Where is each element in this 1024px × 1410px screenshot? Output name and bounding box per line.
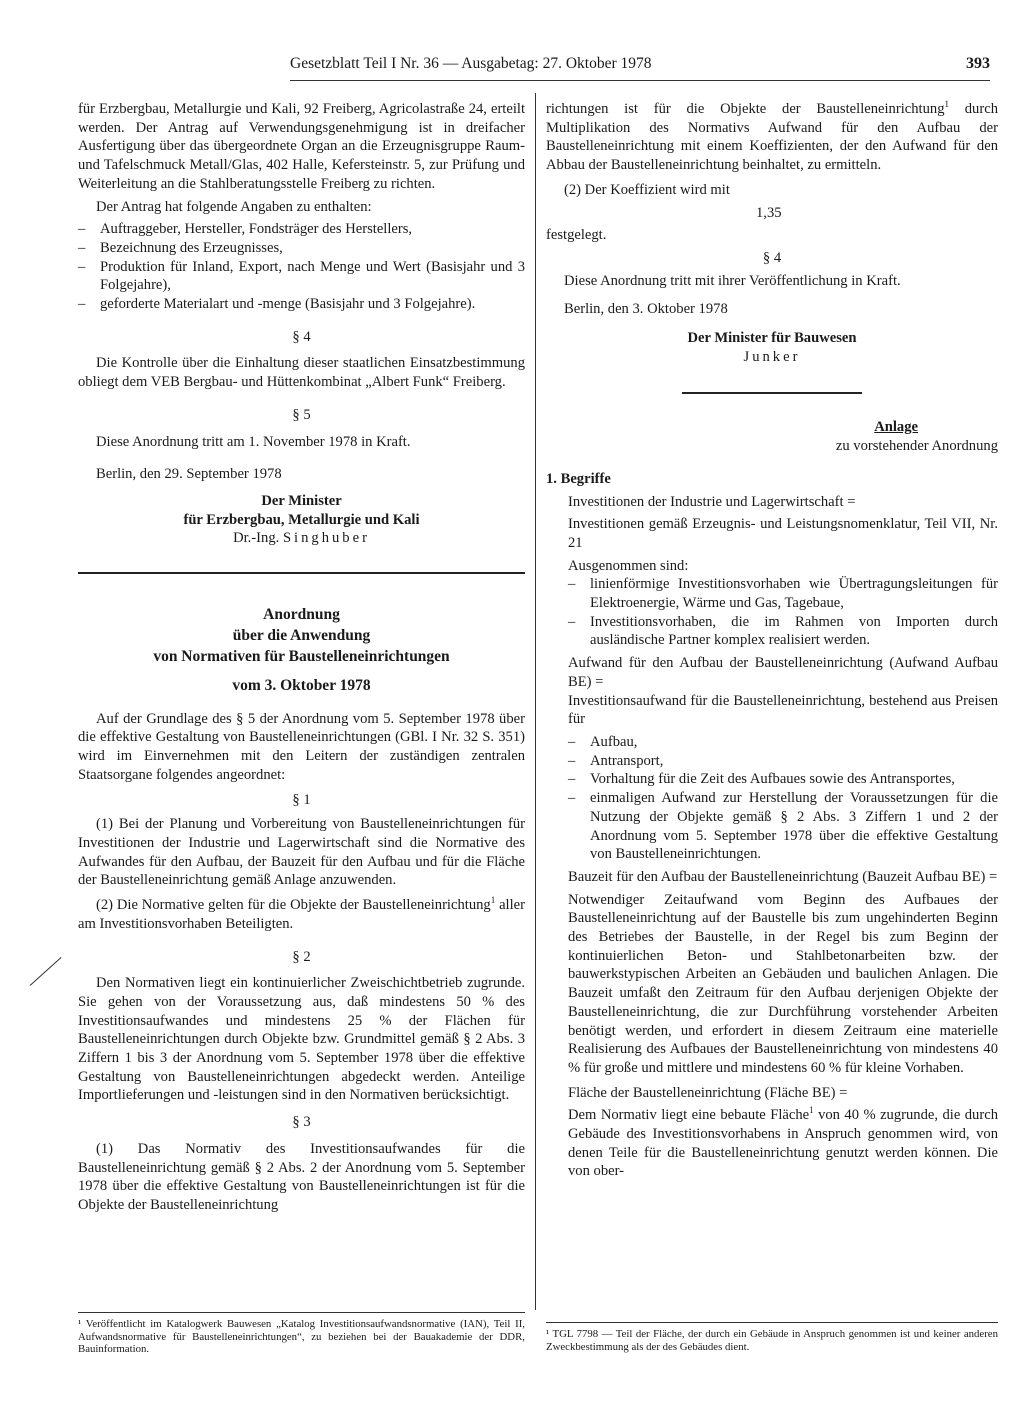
list-item: – einmaligen Aufwand zur Herstellung der Voraussetzungen für die Nutzung der Objekte gemäß § 2 Abs. 3 Ziffern 1 und 2 der Anordnung vom 5. September 1978 über die effektive Gestaltung von Baustelleneinrichtungen. <box>568 790 998 863</box>
section-5-text: Diese Anordnung tritt am 1. November 1978 in Kraft. <box>96 433 411 450</box>
list-item: – Vorhaltung für die Zeit des Aufbaues sowie des Antransportes, <box>568 771 955 788</box>
begriffe-heading: 1. Begriffe <box>546 470 611 487</box>
list-item: – Auftraggeber, Hersteller, Fondsträger des Herstellers, <box>78 221 413 238</box>
intro-paragraph: für Erzbergbau, Metallurgie und Kali, 92 Freiberg, Agricolastraße 24, erteilt werden. Der Antrag auf Verwendungsgenehmigung ist in dreifacher Ausfertigung über das übergeordnete Organ an die Erzeugnisgruppe Raum- und Tafelschmuck Metall/Glas, 402 Halle, Kefersteinstr. 5, zur Prüfung und Weiterleitung an die Stahlberatungsstelle Freiberg zu richten. <box>78 101 525 192</box>
section-rule <box>78 572 525 574</box>
flaeche-text: Dem Normativ liegt eine bebaute Fläche$^1$ von 40 % zugrunde, die durch Gebäude des Investitionsvorhabens in Anspruch genommen wird, von denen Teile für die Baustelleneinrichtung genutzt werden können. Die von ober- <box>568 1105 998 1180</box>
list-item: – Investitionsvorhaben, die im Rahmen von Importen durch ausländische Partner komplex realisiert werden. <box>568 613 998 649</box>
ordinance-heading: Anordnung über die Anwendung von Normativen für Baustelleneinrichtungen <box>153 606 450 666</box>
margin-pen-mark <box>30 957 62 986</box>
list-item: – linienförmige Investitionsvorhaben wie Übertragungsleitungen für Elektroenergie, Wärme und Gas, Tagebaue, <box>568 576 998 612</box>
aufwand-definition: Aufwand für den Aufbau der Baustelleneinrichtung (Aufwand Aufbau BE) = <box>568 655 998 690</box>
preamble: Auf der Grundlage des § 5 der Anordnung vom 5. September 1978 über die effektive Gestaltung von Baustelleneinrichtungen (GBl. I Nr. 32 S. 351) wird im Einvernehmen mit den Leitern der zuständigen zentralen Staatsorgane folgendes angeordnet: <box>78 710 525 783</box>
minister-line-2: für Erzbergbau, Metallurgie und Kali <box>183 511 420 528</box>
date-line: Berlin, den 29. September 1978 <box>96 466 282 483</box>
anlage-subtitle: zu vorstehender Anordnung <box>835 438 998 455</box>
ordinance-date: vom 3. Oktober 1978 <box>232 677 371 695</box>
column-divider <box>535 93 536 1310</box>
list-item: – Antransport, <box>568 752 664 769</box>
footnote-right: ¹ TGL 7798 — Teil der Fläche, der durch ein Gebäude in Anspruch genommen ist und keiner anderen Zweckbestimmung als der des Gebäudes dient. <box>546 1328 998 1353</box>
bauzeit-definition: Bauzeit für den Aufbau der Baustelleneinrichtung (Bauzeit Aufbau BE) = <box>568 868 998 885</box>
date-line-right: Berlin, den 3. Oktober 1978 <box>564 301 728 318</box>
continued-paragraph: richtungen ist für die Objekte der Baustelleneinrichtung$^1$ durch Multiplikation des Normativs Aufwand für den Aufbau der Baustelleneinrichtung mit einem Koeffizienten, der den Aufwand für den Abbau der Baustelleneinrichtung beinhaltet, zu ermitteln. <box>546 99 998 174</box>
header-rule <box>290 80 990 81</box>
aufwand-text: Investitionsaufwand für die Baustelleneinrichtung, bestehend aus Preisen für <box>568 692 998 728</box>
koeffizient-value: 1,35 <box>756 204 782 221</box>
flaeche-definition: Fläche der Baustelleneinrichtung (Fläche BE) = <box>568 1084 848 1101</box>
bauzeit-text: Notwendiger Zeitaufwand vom Beginn des Aufbaues der Baustelleneinrichtung auf der Baustelle bis zum ungehinderten Beginn des Betriebes der Baustelle, in der Regel bis zum Beginn der kontinuierlichen Beton- und Stahlbetonarbeiten bzw. der bauwerkstypischen Arbeiten an Gebäuden und baulichen Anlagen. Die Bauzeit umfaßt den Zeitraum für den Aufbau derjenigen Objekte der Baustelleneinrichtung, die zur Durchführung vorstehender Arbeiten benötigt werden, und erfordert in diesem Zeitraum eine materielle Realisierung des Aufbaues der Baustelleneinrichtung von mindestens 40 % für große und mittlere und mindestens 60 % für kleine Vorhaben. <box>568 891 998 1076</box>
footnote-left: ¹ Veröffentlicht im Katalogwerk Bauwesen „Katalog Investitionsaufwandsnormative (IAN), Teil II, Aufwandsnormative für Baustelleneinrichtungen“, zu beziehen bei der Bauakademie der DDR, Bauinformation. <box>78 1318 525 1356</box>
investitionen-definition: Investitionen der Industrie und Lagerwirtschaft = <box>568 493 856 510</box>
aufwand-list <box>568 733 998 864</box>
paragraph-1-sub-1: (1) Bei der Planung und Vorbereitung von Baustelleneinrichtungen für Investitionen der Industrie und Lagerwirtschaft sind die Normative des Aufwandes für den Aufbau, der Bauzeit für den Aufbau und für die Fläche der Baustelleneinrichtung gemäß Anlage anzuwenden. <box>78 816 525 889</box>
footnote-rule-right <box>546 1322 998 1323</box>
page-number: 393 <box>966 55 990 72</box>
minister-name-right: Junker <box>743 348 801 365</box>
list-item: – geforderte Materialart und -menge (Basisjahr und 3 Folgejahre). <box>78 296 476 313</box>
paragraph-1-sub-2: (2) Die Normative gelten für die Objekte der Baustelleneinrichtung$^1$ aller am Investitionsvorhaben Beteiligten. <box>78 895 525 932</box>
paragraph-3-text: (1) Das Normativ des Investitionsaufwandes für die Baustelleneinrichtung gemäß § 2 Abs. 2 der Anordnung vom 5. September 1978 über die effektive Gestaltung von Baustelleneinrichtungen ist für die Objekte der Baustelleneinrichtung <box>78 1140 525 1213</box>
paragraph-1-label: § 1 <box>292 791 311 808</box>
ausgenommen-list <box>568 575 998 650</box>
list-item: – Bezeichnung des Erzeugnisses, <box>78 239 283 256</box>
antrag-paragraph: Der Antrag hat folgende Angaben zu enthalten: <box>96 198 372 215</box>
minister-line-right: Der Minister für Bauwesen <box>687 330 857 347</box>
short-rule <box>682 392 862 394</box>
paragraph-3-label: § 3 <box>292 1114 311 1131</box>
paragraph-2-text: Den Normativen liegt ein kontinuierlicher Zweischichtbetrieb zugrunde. Sie gehen von der Voraussetzung aus, daß mindestens 50 % des Investitionsaufwandes und mindestens 25 % der Flächen für Baustelleneinrichtungen durch Objekte bzw. Grundmittel gemäß § 2 Abs. 3 Ziffern 1 bis 3 der Anordnung vom 5. September 1978 über die effektive Gestaltung von Baustelleneinrichtungen abgedeckt werden. Anteilige Importlieferungen und -leistungen sind in den Normativen berücksichtigt. <box>78 975 525 1104</box>
minister-line-1: Der Minister <box>261 492 342 509</box>
header-title: Gesetzblatt Teil I Nr. 36 — Ausgabetag: 27. Oktober 1978 <box>290 55 652 72</box>
list-item: – Aufbau, <box>568 733 638 750</box>
anlage-title: Anlage <box>874 419 918 436</box>
paragraph-2-label: § 2 <box>292 948 311 965</box>
section-4-label-right: § 4 <box>762 249 782 266</box>
section-4-label: § 4 <box>292 328 311 345</box>
right-column <box>546 100 998 1181</box>
footnote-rule-left <box>78 1312 525 1313</box>
section-4-text-right: Diese Anordnung tritt mit ihrer Veröffentlichung in Kraft. <box>564 272 901 289</box>
signature: Dr.-Ing. Singhuber <box>233 530 370 547</box>
section-5-label: § 5 <box>292 406 311 423</box>
antrag-list <box>78 220 525 314</box>
section-4-text: Die Kontrolle über die Einhaltung dieser staatlichen Einsatzbestimmung obliegt dem VEB Bergbau- und Hüttenkombinat „Albert Funk“ Freiberg. <box>78 355 525 391</box>
ausgenommen-label: Ausgenommen sind: <box>568 557 689 574</box>
page-header <box>290 55 990 79</box>
investitionen-text: Investitionen gemäß Erzeugnis- und Leistungsnomenklatur, Teil VII, Nr. 21 <box>568 516 998 551</box>
koeffizient-end: festgelegt. <box>546 227 607 244</box>
list-item: – Produktion für Inland, Export, nach Menge und Wert (Basisjahr und 3 Folgejahre), <box>78 258 525 294</box>
left-column <box>78 100 525 1215</box>
koeffizient-intro: (2) Der Koeffizient wird mit <box>564 181 730 198</box>
